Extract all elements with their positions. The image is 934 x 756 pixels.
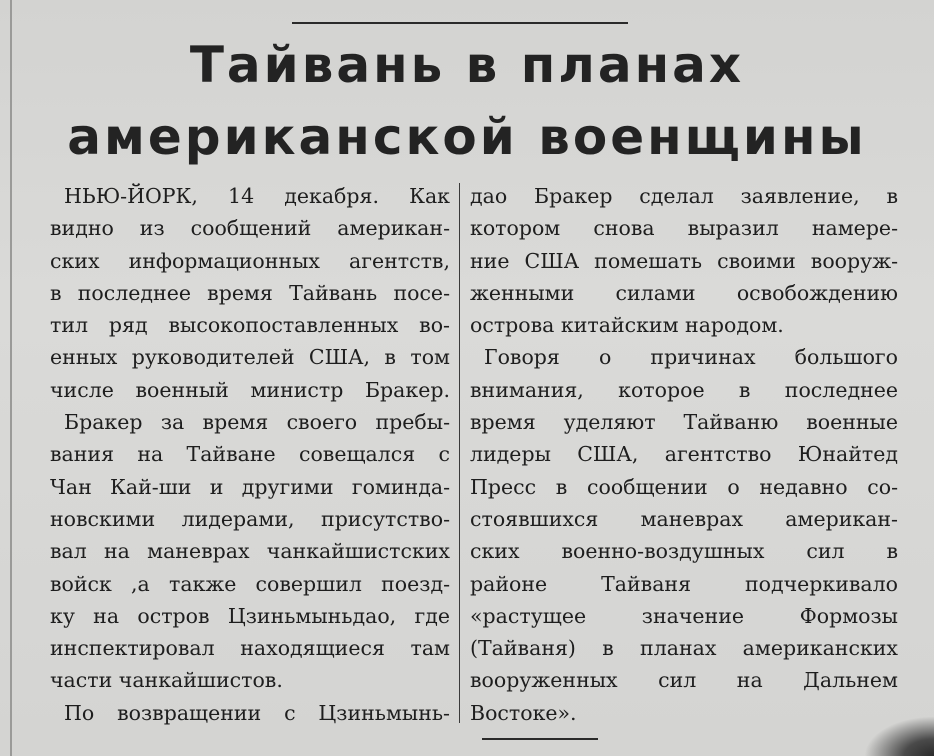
torn-corner [864, 716, 934, 756]
text-line: дао Бракер сделал заявление, в [470, 184, 898, 208]
text-line: Востоке». [470, 700, 577, 725]
text-line: части чанкайшистов. [50, 668, 283, 693]
top-rule [292, 22, 628, 24]
text-line: Чан Кай-ши и другими гоминда- [50, 474, 450, 499]
text-line: вооруженных сил на Дальнем [470, 668, 898, 693]
text-line: лидеры США, агентство Юнайтед [470, 442, 898, 467]
text-line: ских военно-воздушных сил в [470, 539, 898, 564]
text-line: ку на остров Цзиньмыньдао, где [50, 603, 450, 628]
text-line: внимания, которое в последнее [470, 377, 898, 402]
text-line: вания на Тайване совещался с [50, 442, 450, 467]
text-line: вал на маневрах чанкайшистских [50, 539, 450, 564]
text-line: время уделяют Тайваню военные [470, 410, 898, 435]
text-line: Пресс в сообщении о недавно со- [470, 474, 898, 499]
text-line: стоявшихся маневрах американ- [470, 506, 898, 531]
text-line: енных руководителей США, в том [50, 345, 450, 370]
text-line: (Тайваня) в планах американских [470, 636, 898, 661]
text-line: районе Тайваня подчеркивало [470, 571, 898, 596]
text-line: новскими лидерами, присутство- [50, 506, 450, 531]
text-line: числе военный министр Бракер. [50, 377, 450, 402]
text-line: инспектировал находящиеся там [50, 636, 450, 661]
text-line: тил ряд высокопоставленных во- [50, 313, 450, 338]
column-divider [459, 183, 460, 723]
bottom-rule [482, 738, 598, 740]
headline-line-1: Тайвань в планах [189, 36, 745, 94]
text-line: женными силами освобождению [470, 280, 898, 305]
text-line: острова китайским народом. [470, 313, 784, 338]
text-line: ние США помешать своими вооруж- [470, 248, 898, 273]
text-line: котором снова выразил намере- [470, 216, 898, 241]
text-line: видно из сообщений американ- [50, 216, 450, 241]
text-line: войск ,а также совершил поезд- [50, 571, 450, 596]
text-line: НЬЮ-ЙОРК, 14 декабря. Как [64, 184, 450, 208]
text-line: ских информационных агентств, [50, 248, 450, 273]
text-line: Бракер за время своего пребы- [64, 410, 450, 435]
article-column-right [470, 180, 898, 729]
headline-line-2: американской военщины [67, 108, 867, 166]
text-line: По возвращении с Цзиньмынь- [64, 700, 450, 725]
text-line: в последнее время Тайвань посе- [50, 280, 450, 305]
text-line: «растущее значение Формозы [470, 603, 898, 628]
text-line: Говоря о причинах большого [484, 345, 898, 370]
article-column-left [50, 180, 450, 729]
